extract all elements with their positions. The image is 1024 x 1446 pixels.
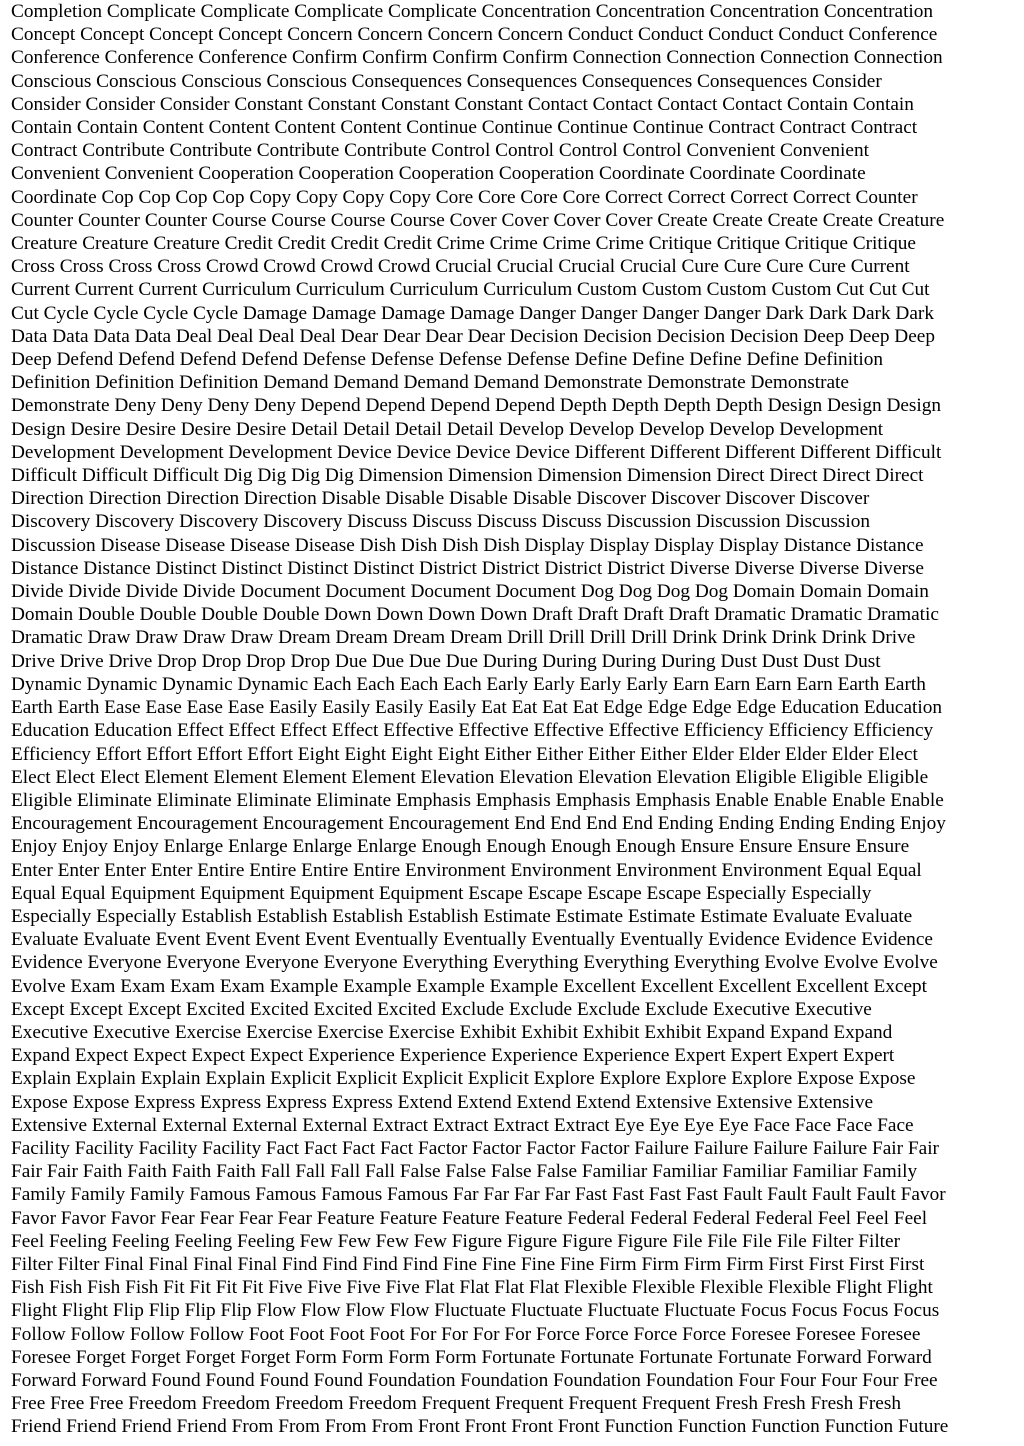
text-line: Encouragement Encouragement Encouragement Encouragement End End End End Ending Ending Ending Ending Enjoy (11, 813, 946, 835)
text-line: Equal Equal Equipment Equipment Equipment Equipment Escape Escape Escape Escape Especially Especially (11, 882, 872, 904)
text-line: Facility Facility Facility Facility Fact Fact Fact Fact Factor Factor Factor Factor Failure Failure Failure Failure Fair Fair (11, 1137, 939, 1159)
text-line: Cross Cross Cross Cross Crowd Crowd Crowd Crowd Crucial Crucial Crucial Crucial Cure Cure Cure Cure Current (11, 256, 910, 278)
text-line: Coordinate Cop Cop Cop Cop Copy Copy Copy Copy Core Core Core Core Correct Correct Correct Correct Counter (11, 186, 918, 208)
text-line: Earth Earth Ease Ease Ease Ease Easily Easily Easily Easily Eat Eat Eat Eat Edge Edge Edge Edge Education Education (11, 697, 943, 719)
text-line: Difficult Difficult Difficult Dig Dig Dig Dig Dimension Dimension Dimension Dimension Direct Direct Direct Direct (11, 465, 924, 487)
text-line: Extensive External External External External Extract Extract Extract Extract Eye Eye Eye Eye Face Face Face Face (11, 1114, 914, 1136)
text-line: Enter Enter Enter Enter Entire Entire Entire Entire Environment Environment Environment Environment Equal Equal (11, 859, 922, 881)
text-line: Definition Definition Definition Demand Demand Demand Demand Demonstrate Demonstrate Demonstrate (11, 372, 849, 394)
text-line: Conscious Conscious Conscious Conscious Consequences Consequences Consequences Consequences Consider (11, 70, 882, 92)
text-line: Evidence Everyone Everyone Everyone Everyone Everything Everything Everything Everything Evolve Evolve Evolve (11, 952, 938, 974)
text-line: Especially Especially Establish Establish Establish Establish Estimate Estimate Estimate Estimate Evaluate Evaluate (11, 905, 913, 927)
text-line: Drive Drive Drive Drop Drop Drop Drop Due Due Due Due During During During During Dust Dust Dust Dust (11, 650, 881, 672)
text-line: Cut Cycle Cycle Cycle Cycle Damage Damage Damage Damage Danger Danger Danger Danger Dark Dark Dark Dark (11, 302, 934, 324)
text-line: Family Family Family Famous Famous Famous Famous Far Far Far Far Fast Fast Fast Fast Fault Fault Fault Fault Favor (11, 1184, 946, 1206)
text-line: Discussion Disease Disease Disease Disease Dish Dish Dish Dish Display Display Display Display Distance Distance (11, 534, 924, 556)
text-line: Conference Conference Conference Confirm Confirm Confirm Confirm Connection Connection Connection Connection (11, 47, 943, 69)
word-list-text (11, 0, 1016, 1439)
text-line: Distance Distance Distinct Distinct Distinct Distinct District District District District Diverse Diverse Diverse Diverse (11, 557, 924, 579)
text-line: Expose Expose Express Express Express Express Extend Extend Extend Extend Extensive Extensive Extensive (11, 1091, 874, 1113)
text-line: Enjoy Enjoy Enjoy Enlarge Enlarge Enlarge Enlarge Enough Enough Enough Enough Ensure Ensure Ensure Ensure (11, 836, 910, 858)
text-line: Discovery Discovery Discovery Discovery Discuss Discuss Discuss Discuss Discussion Discussion Discussion (11, 511, 871, 533)
text-line: Explain Explain Explain Explain Explicit Explicit Explicit Explicit Explore Explore Explore Explore Expose Expose (11, 1068, 916, 1090)
text-line: Contract Contribute Contribute Contribute Contribute Control Control Control Control Convenient Convenient (11, 140, 869, 162)
text-line: Forward Forward Found Found Found Found Foundation Foundation Foundation Foundation Four Four Four Four Free (11, 1369, 938, 1391)
text-line: Friend Friend Friend Friend From From From From Front Front Front Front Function Function Function Function Future (11, 1416, 949, 1438)
text-line: Demonstrate Deny Deny Deny Deny Depend Depend Depend Depend Depth Depth Depth Depth Design Design Design (11, 395, 942, 417)
text-line: Filter Filter Final Final Final Final Find Find Find Find Fine Fine Fine Fine Firm Firm Firm Firm First First First First (11, 1253, 925, 1275)
text-line: Evaluate Evaluate Event Event Event Event Eventually Eventually Eventually Eventually Evidence Evidence Evidence (11, 929, 933, 951)
text-line: Consider Consider Consider Constant Constant Constant Constant Contact Contact Contact Contact Contain Contain (11, 93, 914, 115)
text-line: Concept Concept Concept Concept Concern Concern Concern Concern Conduct Conduct Conduct Conduct Conference (11, 24, 938, 46)
text-line: Follow Follow Follow Follow Foot Foot Foot Foot For For For For Force Force Force Force Foresee Foresee Foresee (11, 1323, 921, 1345)
text-line: Elect Elect Elect Element Element Element Element Elevation Elevation Elevation Elevation Eligible Eligible Eligible (11, 766, 929, 788)
text-line: Direction Direction Direction Direction Disable Disable Disable Disable Discover Discover Discover Discover (11, 488, 870, 510)
text-line: Dramatic Draw Draw Draw Draw Dream Dream Dream Dream Drill Drill Drill Drill Drink Drink Drink Drink Drive (11, 627, 916, 649)
text-line: Creature Creature Creature Credit Credit Credit Credit Crime Crime Crime Crime Critique Critique Critique Critique (11, 233, 916, 255)
text-line: Fish Fish Fish Fish Fit Fit Fit Fit Five Five Five Five Flat Flat Flat Flat Flexible Flexible Flexible Flexible Flight Flight (11, 1277, 933, 1299)
text-line: Development Development Development Device Device Device Device Different Different Different Different Difficult (11, 441, 942, 463)
text-line: Foresee Forget Forget Forget Forget Form Form Form Form Fortunate Fortunate Fortunate Fortunate Forward Forward (11, 1346, 932, 1368)
text-line: Free Free Free Freedom Freedom Freedom Freedom Frequent Frequent Frequent Frequent Fresh Fresh Fresh Fresh (11, 1393, 901, 1415)
text-line: Evolve Exam Exam Exam Exam Example Example Example Example Excellent Excellent Excellent Excellent Except (11, 975, 928, 997)
text-line: Eligible Eliminate Eliminate Eliminate Eliminate Emphasis Emphasis Emphasis Emphasis Enable Enable Enable Enable (11, 789, 944, 811)
text-line: Except Except Except Excited Excited Excited Excited Exclude Exclude Exclude Exclude Executive Executive (11, 998, 872, 1020)
text-line: Current Current Current Curriculum Curriculum Curriculum Curriculum Custom Custom Custom Custom Cut Cut Cut (11, 279, 930, 301)
text-line: Efficiency Effort Effort Effort Effort Eight Eight Eight Eight Either Either Either Either Elder Elder Elder Elder Elect (11, 743, 918, 765)
text-line: Completion Complicate Complicate Complicate Complicate Concentration Concentration Concentration Concentration (11, 1, 934, 22)
text-line: Education Education Effect Effect Effect Effect Effective Effective Effective Effective Efficiency Efficiency Efficiency (11, 720, 934, 742)
text-line: Divide Divide Divide Divide Document Document Document Document Dog Dog Dog Dog Domain Domain Domain (11, 581, 929, 603)
text-line: Contain Contain Content Content Content Content Continue Continue Continue Continue Contract Contract Contract (11, 117, 918, 139)
text-line: Data Data Data Data Deal Deal Deal Deal Dear Dear Dear Dear Decision Decision Decision Decision Deep Deep Deep (11, 325, 935, 347)
text-line: Deep Defend Defend Defend Defend Defense Defense Defense Defense Define Define Define Define Definition (11, 349, 884, 371)
text-line: Executive Executive Exercise Exercise Exercise Exercise Exhibit Exhibit Exhibit Exhibit Expand Expand Expand (11, 1021, 893, 1043)
text-line: Flight Flight Flip Flip Flip Flip Flow Flow Flow Flow Fluctuate Fluctuate Fluctuate Fluctuate Focus Focus Focus Focus (11, 1300, 940, 1322)
text-line: Design Desire Desire Desire Desire Detail Detail Detail Detail Develop Develop Develop Develop Development (11, 418, 884, 440)
text-line: Counter Counter Counter Course Course Course Course Cover Cover Cover Cover Create Create Create Create Creature (11, 209, 945, 231)
text-line: Feel Feeling Feeling Feeling Feeling Few Few Few Few Figure Figure Figure Figure File File File File Filter Filter (11, 1230, 901, 1252)
text-line: Favor Favor Favor Fear Fear Fear Fear Feature Feature Feature Feature Federal Federal Federal Federal Feel Feel Feel (11, 1207, 928, 1229)
text-line: Fair Fair Faith Faith Faith Faith Fall Fall Fall Fall False False False False Familiar Familiar Familiar Familiar Family (11, 1161, 918, 1183)
text-line: Expand Expect Expect Expect Expect Experience Experience Experience Experience Expert Expert Expert Expert (11, 1045, 895, 1067)
text-line: Dynamic Dynamic Dynamic Dynamic Each Each Each Each Early Early Early Early Earn Earn Earn Earn Earth Earth (11, 673, 926, 695)
text-line: Domain Double Double Double Double Down Down Down Down Draft Draft Draft Draft Dramatic Dramatic Dramatic (11, 604, 939, 626)
text-line: Convenient Convenient Cooperation Cooperation Cooperation Cooperation Coordinate Coordinate Coordinate (11, 163, 866, 185)
